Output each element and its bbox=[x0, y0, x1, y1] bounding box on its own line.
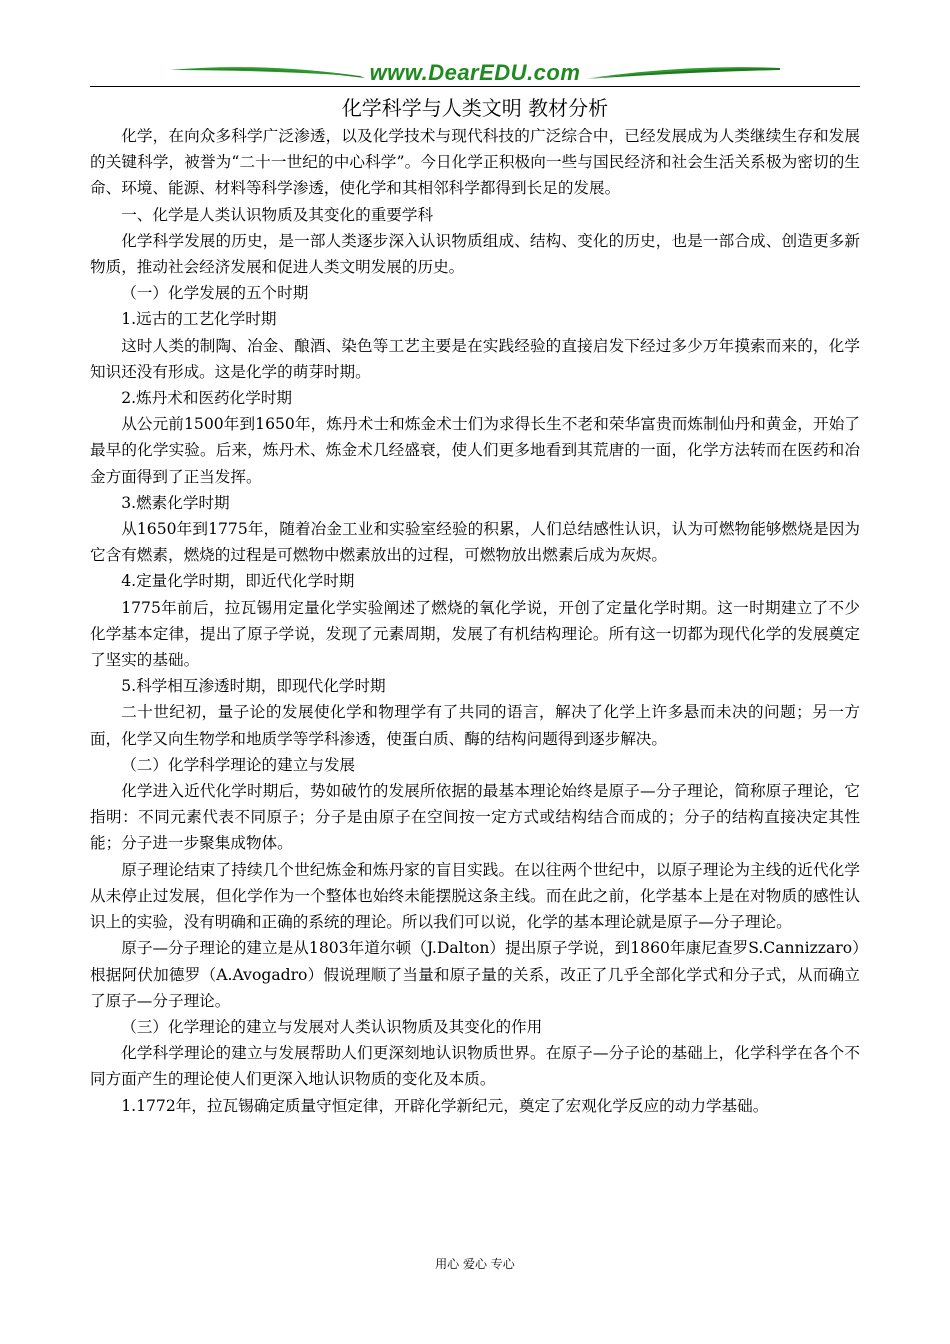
paragraph: 1.1772年，拉瓦锡确定质量守恒定律，开辟化学新纪元，奠定了宏观化学反应的动力学基础。 bbox=[121, 1096, 769, 1115]
paragraph: 从1650年到1775年，随着冶金工业和实验室经验的积累，人们总结感性认识，认为可燃物能够燃烧是因为它含有燃素，燃烧的过程是可燃物中燃素放出的过程，可燃物放出燃素后成为灰烬。 bbox=[90, 520, 860, 565]
period-heading: 1.远古的工艺化学时期 bbox=[121, 310, 277, 329]
subsection-heading: （三）化学理论的建立与发展对人类认识物质及其变化的作用 bbox=[121, 1017, 543, 1036]
section-heading: 一、化学是人类认识物质及其变化的重要学科 bbox=[121, 205, 434, 224]
subsection-heading: （二）化学科学理论的建立与发展 bbox=[121, 755, 356, 774]
subsection-heading: （一）化学发展的五个时期 bbox=[121, 284, 309, 303]
document-body bbox=[90, 123, 860, 1119]
period-heading: 4.定量化学时期，即近代化学时期 bbox=[121, 572, 355, 591]
paragraph: 原子—分子理论的建立是从1803年道尔顿（J.Dalton）提出原子学说，到1860年康尼查罗S.Cannizzaro）根据阿伏加德罗（A.Avogadro）假说理顺了当量和原子量的关系，改正了几乎全部化学式和分子式，从而确立了原子—分子理论。 bbox=[90, 939, 860, 1010]
period-heading: 3.燃素化学时期 bbox=[121, 493, 230, 512]
site-header-banner bbox=[90, 56, 860, 96]
paragraph: 化学，在向众多科学广泛渗透，以及化学技术与现代科技的广泛综合中，已经发展成为人类继续生存和发展的关键科学，被誉为“二十一世纪的中心科学”。今日化学正积极向一些与国民经济和社会生活关系极为密切的生命、环境、能源、材料等科学渗透，使化学和其相邻科学都得到长足的发展。 bbox=[90, 127, 860, 198]
period-heading: 2.炼丹术和医药化学时期 bbox=[121, 389, 293, 408]
document-title: 化学科学与人类文明 教材分析 bbox=[341, 96, 609, 120]
paragraph: 从公元前1500年到1650年，炼丹术士和炼金术士们为求得长生不老和荣华富贵而炼制仙丹和黄金，开始了最早的化学实验。后来，炼丹术、炼金术几经盛衰，使人们更多地看到其荒唐的一面，化学方法转而在医药和冶金方面得到了正当发挥。 bbox=[90, 415, 860, 486]
paragraph: 化学科学理论的建立与发展帮助人们更深刻地认识物质世界。在原子—分子论的基础上，化学科学在各个不同方面产生的理论使人们更深入地认识物质的变化及本质。 bbox=[90, 1044, 860, 1089]
paragraph: 原子理论结束了持续几个世纪炼金和炼丹家的盲目实践。在以往两个世纪中，以原子理论为主线的近代化学从未停止过发展，但化学作为一个整体也始终未能摆脱这条主线。而在此之前，化学基本上是在对物质的感性认识上的实验，没有明确和正确的系统的理论。所以我们可以说，化学的基本理论就是原子—分子理论。 bbox=[90, 860, 860, 932]
paragraph: 这时人类的制陶、冶金、酿酒、染色等工艺主要是在实践经验的直接启发下经过多少万年摸索而来的，化学知识还没有形成。这是化学的萌芽时期。 bbox=[90, 336, 860, 381]
site-brand-logo-text: www.DearEDU.com bbox=[369, 60, 581, 85]
paragraph: 化学进入近代化学时期后，势如破竹的发展所依据的最基本理论始终是原子—分子理论，简称原子理论，它指明：不同元素代表不同原子；分子是由原子在空间按一定方式或结构结合而成的；分子的结构直接决定其性能；分子进一步聚集成物体。 bbox=[90, 782, 860, 853]
page-footer: 用心 爱心 专心 bbox=[435, 1257, 515, 1271]
paragraph: 1775年前后，拉瓦锡用定量化学实验阐述了燃烧的氧化学说，开创了定量化学时期。这一时期建立了不少化学基本定律，提出了原子学说，发现了元素周期，发展了有机结构理论。所有这一切都为现代化学的发展奠定了坚实的基础。 bbox=[90, 598, 860, 670]
header-divider bbox=[90, 86, 860, 87]
period-heading: 5.科学相互渗透时期，即现代化学时期 bbox=[121, 677, 386, 696]
paragraph: 二十世纪初，量子论的发展使化学和物理学有了共同的语言，解决了化学上许多悬而未决的问题；另一方面，化学又向生物学和地质学等学科渗透，使蛋白质、酶的结构问题得到逐步解决。 bbox=[90, 703, 860, 748]
paragraph: 化学科学发展的历史，是一部人类逐步深入认识物质组成、结构、变化的历史，也是一部合成、创造更多新物质，推动社会经济发展和促进人类文明发展的历史。 bbox=[90, 231, 860, 277]
